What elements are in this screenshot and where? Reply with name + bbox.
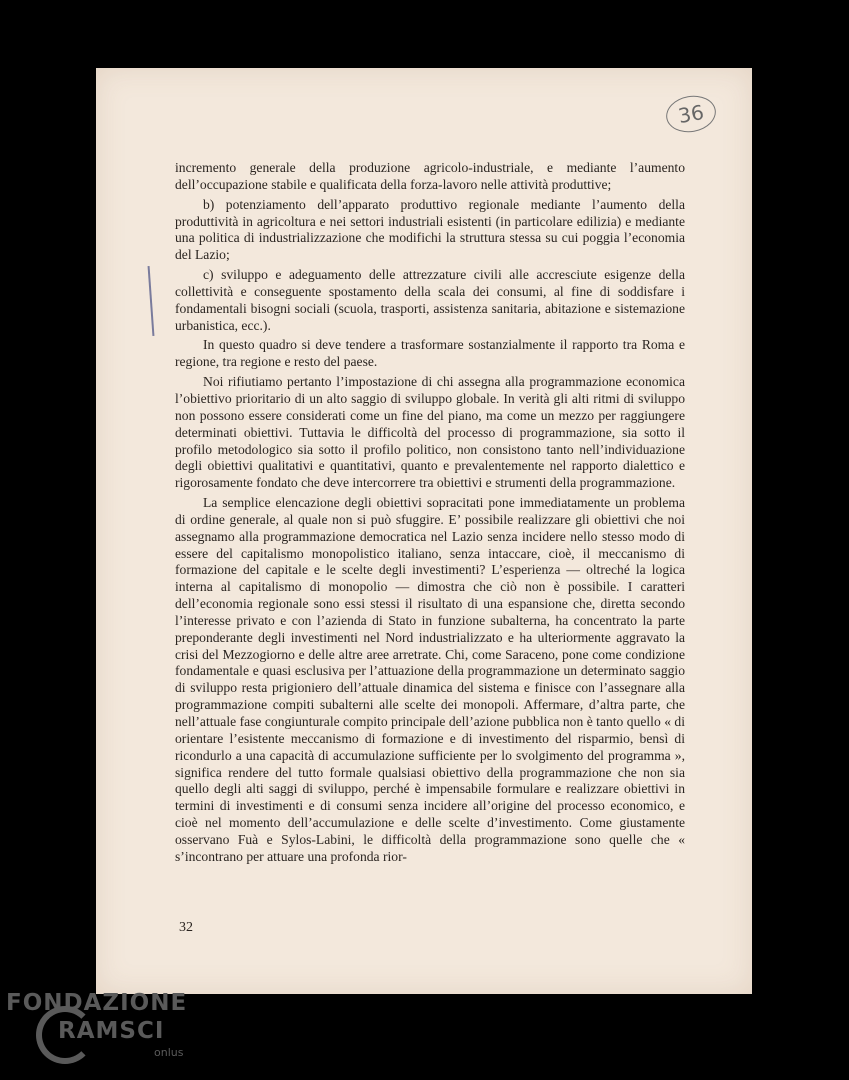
paragraph: La semplice elencazione degli obiettivi sopracitati pone immediatamente un problema di ordine generale, al quale non si può sfuggire. E’ possibile realizzare gli obiettivi che noi assegnamo alla programmazione democratica nel Lazio senza incidere nello stesso modo di essere del capitalismo monopolistico italiano, senza intaccare, cioè, il meccanismo di formazione del capitale e le scelte degli investimenti? L’esperienza — oltreché la logica interna al capitalismo di monopolio — dimostra che ciò non è possibile. I caratteri dell’economia regionale sono essi stessi il risultato di una espansione che, diretta secondo l’interesse privato e con l’azienda di Stato in funzione subalterna, ha concentrato la parte preponderante degli investimenti nel Nord industrializzato e ha ulteriormente aggravato la crisi del Mezzogiorno e delle altre aree arretrate. Chi, come Saraceno, pone come condizione fondamentale e quasi esclusiva per l’attuazione della programmazione un determinato saggio di sviluppo resta prigioniero dell’attuale dinamica del sistema e finisce con l’assegnare alla programmazione compiti subalterni alle scelte dei monopoli. Affermare, d’altra parte, che nell’attuale fase congiunturale compito principale dell’azione pubblica non è tanto quello « di orientare l’esistente meccanismo di formazione e di investimento del risparmio, bensì di ricondurlo a una capacità di accumulazione sufficiente per lo svolgimento del programma », significa rendere del tutto formale qualsiasi obiettivo della programmazione che non sia quello degli alti saggi di sviluppo, perché è impensabile formulare e realizzare obiettivi in termini di investimenti e di consumi senza incidere all’origine del processo economico, e cioè nel momento dell’accumulazione e delle scelte d’investimento. Come giustamente osservano Fuà e Sylos-Labini, le difficoltà della programmazione sono quelle che « s’incontrano per attuare una profonda rior- xyxy=(175,495,685,864)
page-number: 32 xyxy=(179,920,193,935)
fondazione-gramsci-logo xyxy=(6,990,236,1074)
paragraph: incremento generale della produzione agricolo-industriale, e mediante l’aumento dell’occupazione stabile e qualificata della forza-lavoro nelle attività produttive; xyxy=(175,160,685,192)
logo-line-1: FONDAZIONE xyxy=(6,990,188,1016)
paragraph: In questo quadro si deve tendere a trasformare sostanzialmente il rapporto tra Roma e regione, tra regione e resto del paese. xyxy=(175,337,685,370)
paragraph: Noi rifiutiamo pertanto l’impostazione di chi assegna alla programmazione economica l’obiettivo prioritario di un alto saggio di sviluppo globale. In verità gli alti ritmi di sviluppo non possono essere considerati come un fine del piano, ma come un mezzo per raggiungere determinati obiettivi. Tuttavia le difficoltà del processo di programmazione, sia sotto il profilo metodologico sia sotto il profilo politico, non consistono tanto nell’individuazione degli obiettivi qualitativi e quantitativi, quanto e prevalentemente nel rapporto dialettico e rigorosamente fondato che deve intercorrere tra obiettivi e strumenti della programmazione. xyxy=(175,374,685,491)
handwritten-page-annotation: 36 xyxy=(663,92,718,136)
paragraph: c) sviluppo e adeguamento delle attrezzature civili alle accresciute esigenze della collettività e conseguente spostamento della scala dei consumi, al fine di soddisfare i fondamentali bisogni sociali (scuola, trasporti, assistenza sanitaria, abitazione e sistemazione urbanistica, ecc.). xyxy=(175,267,685,333)
document-page xyxy=(96,68,752,994)
paragraph: b) potenziamento dell’apparato produttivo regionale mediante l’aumento della produttività in agricoltura e nei settori industriali esistenti (in particolare edilizia) e mediante una politica di industrializzazione che modifichi la struttura stessa su cui poggia l’economia del Lazio; xyxy=(175,196,685,263)
body-text xyxy=(175,160,685,869)
margin-pencil-mark xyxy=(148,266,155,336)
logo-suffix: onlus xyxy=(154,1046,184,1059)
logo-line-2: RAMSCI xyxy=(58,1018,165,1044)
